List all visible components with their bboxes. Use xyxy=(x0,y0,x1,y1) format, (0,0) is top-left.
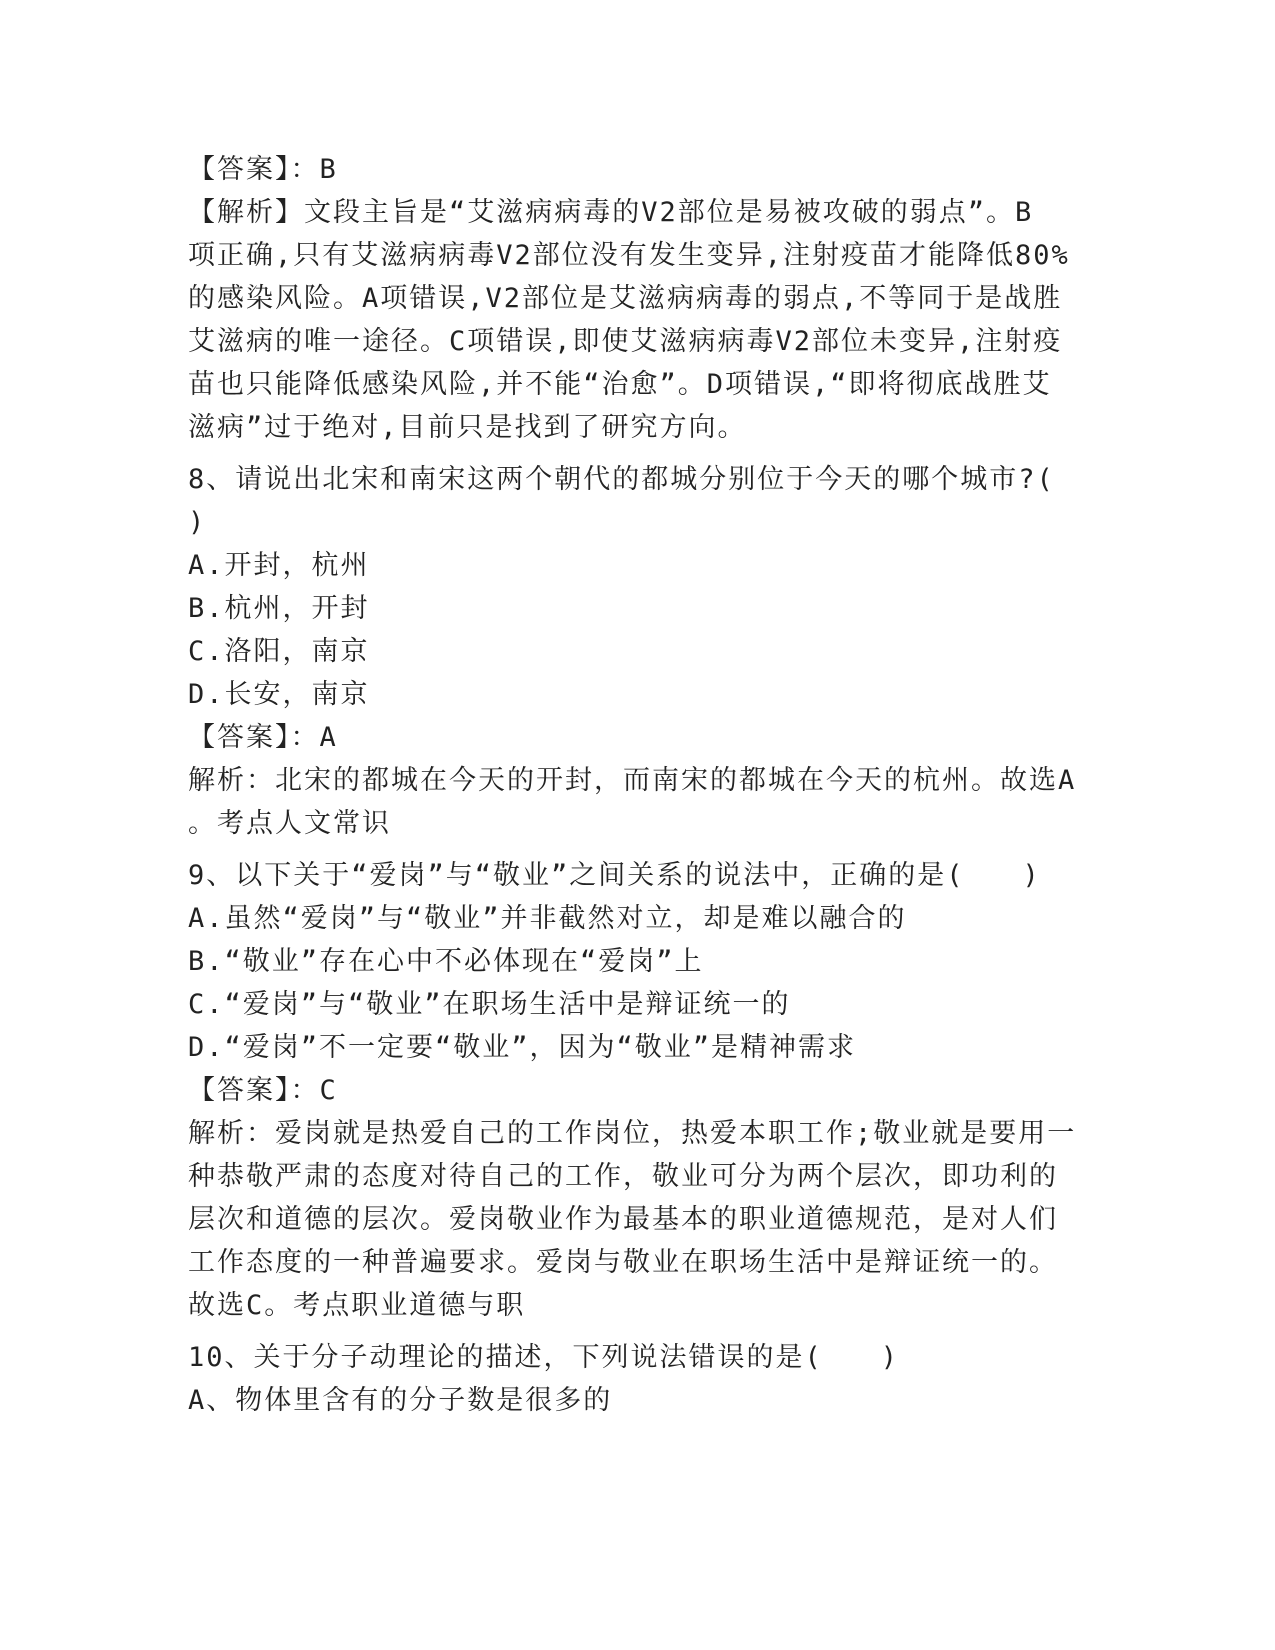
option-a: A.开封，杭州 xyxy=(188,550,370,581)
option-a: A.虽然“爱岗”与“敬业”并非截然对立，却是难以融合的 xyxy=(188,903,907,934)
answer-label: 【答案】：C xyxy=(188,1075,338,1106)
question-7-answer-block xyxy=(188,148,1088,449)
document-page xyxy=(188,148,1088,1422)
option-b: B.杭州，开封 xyxy=(188,593,370,624)
explanation-line: 种恭敬严肃的态度对待自己的工作，敬业可分为两个层次，即功利的 xyxy=(188,1161,1058,1192)
explanation-line: 的感染风险。A项错误,V2部位是艾滋病病毒的弱点,不等同于是战胜 xyxy=(188,283,1063,314)
option-d: D.“爱岗”不一定要“敬业”，因为“敬业”是精神需求 xyxy=(188,1032,857,1063)
explanation-line: 。考点人文常识 xyxy=(188,808,391,839)
explanation-line: 故选C。考点职业道德与职 xyxy=(188,1290,526,1321)
option-c: C.“爱岗”与“敬业”在职场生活中是辩证统一的 xyxy=(188,989,791,1020)
question-9 xyxy=(188,854,1088,1327)
option-d: D.长安，南京 xyxy=(188,679,370,710)
explanation-line: 艾滋病的唯一途径。C项错误,即使艾滋病病毒V2部位未变异,注射疫 xyxy=(188,326,1063,357)
option-b: B.“敬业”存在心中不必体现在“爱岗”上 xyxy=(188,946,704,977)
explanation-line: 解析：北宋的都城在今天的开封，而南宋的都城在今天的杭州。故选A xyxy=(188,765,1077,796)
question-stem: 8、请说出北宋和南宋这两个朝代的都城分别位于今天的哪个城市?( xyxy=(188,464,1055,495)
explanation-line: 滋病”过于绝对,目前只是找到了研究方向。 xyxy=(188,412,747,443)
option-c: C.洛阳，南京 xyxy=(188,636,370,667)
explanation-line: 【解析】文段主旨是“艾滋病病毒的V2部位是易被攻破的弱点”。B xyxy=(188,197,1034,228)
explanation-line: 工作态度的一种普遍要求。爱岗与敬业在职场生活中是辩证统一的。 xyxy=(188,1247,1058,1278)
question-stem: 10、关于分子动理论的描述，下列说法错误的是( ) xyxy=(188,1342,900,1373)
explanation-line: 项正确,只有艾滋病病毒V2部位没有发生变异,注射疫苗才能降低80% xyxy=(188,240,1070,271)
question-8 xyxy=(188,458,1088,845)
question-10 xyxy=(188,1336,1088,1422)
question-stem: ) xyxy=(188,507,207,538)
answer-label: 【答案】：B xyxy=(188,154,338,185)
option-a: A、物体里含有的分子数是很多的 xyxy=(188,1385,613,1416)
explanation-line: 层次和道德的层次。爱岗敬业作为最基本的职业道德规范，是对人们 xyxy=(188,1204,1058,1235)
answer-label: 【答案】：A xyxy=(188,722,338,753)
question-stem: 9、以下关于“爱岗”与“敬业”之间关系的说法中，正确的是( ) xyxy=(188,860,1041,891)
explanation-line: 苗也只能降低感染风险,并不能“治愈”。D项错误,“即将彻底战胜艾 xyxy=(188,369,1052,400)
explanation-line: 解析：爱岗就是热爱自己的工作岗位，热爱本职工作;敬业就是要用一 xyxy=(188,1118,1077,1149)
